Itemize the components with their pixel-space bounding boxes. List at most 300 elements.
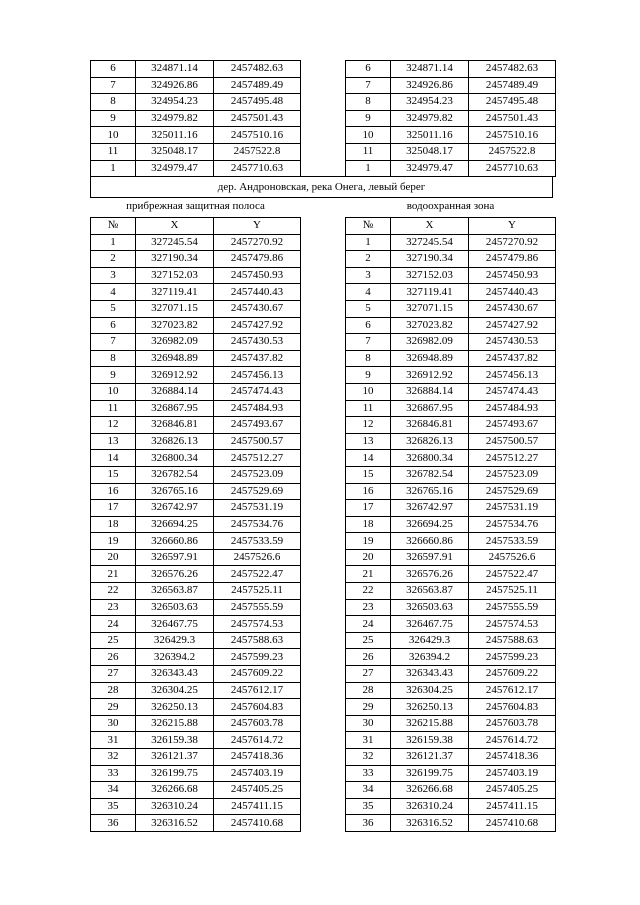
table-row bbox=[346, 110, 556, 127]
column-header: № bbox=[346, 218, 391, 235]
x-coordinate-cell: 326316.52 bbox=[136, 815, 214, 832]
y-coordinate-cell: 2457430.67 bbox=[469, 300, 556, 317]
point-number-cell: 15 bbox=[346, 466, 391, 483]
table-row bbox=[91, 417, 301, 434]
section-banner: дер. Андроновская, река Онега, левый берег bbox=[90, 176, 553, 198]
left-section-caption: прибрежная защитная полоса bbox=[126, 200, 265, 212]
y-coordinate-cell: 2457525.11 bbox=[214, 583, 301, 600]
point-number-cell: 7 bbox=[346, 77, 391, 94]
table-row bbox=[346, 350, 556, 367]
column-header: № bbox=[91, 218, 136, 235]
y-coordinate-cell: 2457555.59 bbox=[214, 599, 301, 616]
y-coordinate-cell: 2457405.25 bbox=[214, 782, 301, 799]
table-row bbox=[346, 815, 556, 832]
table-row bbox=[91, 632, 301, 649]
point-number-cell: 12 bbox=[91, 417, 136, 434]
table-row bbox=[91, 699, 301, 716]
y-coordinate-cell: 2457599.23 bbox=[469, 649, 556, 666]
x-coordinate-cell: 327152.03 bbox=[391, 267, 469, 284]
x-coordinate-cell: 324979.47 bbox=[136, 160, 214, 177]
point-number-cell: 24 bbox=[346, 616, 391, 633]
point-number-cell: 10 bbox=[91, 383, 136, 400]
x-coordinate-cell: 326948.89 bbox=[391, 350, 469, 367]
bottom-right-coordinate-table bbox=[345, 217, 556, 832]
point-number-cell: 19 bbox=[91, 533, 136, 550]
point-number-cell: 10 bbox=[91, 127, 136, 144]
y-coordinate-cell: 2457456.13 bbox=[214, 367, 301, 384]
point-number-cell: 8 bbox=[346, 94, 391, 111]
table-row bbox=[91, 251, 301, 268]
point-number-cell: 6 bbox=[346, 61, 391, 78]
y-coordinate-cell: 2457482.63 bbox=[469, 61, 556, 78]
table-row bbox=[91, 616, 301, 633]
point-number-cell: 23 bbox=[346, 599, 391, 616]
y-coordinate-cell: 2457523.09 bbox=[469, 466, 556, 483]
x-coordinate-cell: 326800.34 bbox=[391, 450, 469, 467]
point-number-cell: 7 bbox=[346, 334, 391, 351]
y-coordinate-cell: 2457531.19 bbox=[214, 500, 301, 517]
point-number-cell: 18 bbox=[91, 516, 136, 533]
point-number-cell: 33 bbox=[346, 765, 391, 782]
x-coordinate-cell: 326503.63 bbox=[136, 599, 214, 616]
column-header: Y bbox=[214, 218, 301, 235]
point-number-cell: 26 bbox=[346, 649, 391, 666]
point-number-cell: 6 bbox=[91, 61, 136, 78]
table-row bbox=[346, 765, 556, 782]
y-coordinate-cell: 2457534.76 bbox=[469, 516, 556, 533]
table-row bbox=[346, 616, 556, 633]
table-row bbox=[91, 160, 301, 177]
table-row bbox=[346, 61, 556, 78]
table-row bbox=[346, 749, 556, 766]
x-coordinate-cell: 326266.68 bbox=[136, 782, 214, 799]
table-row bbox=[346, 400, 556, 417]
table-row bbox=[346, 483, 556, 500]
y-coordinate-cell: 2457534.76 bbox=[214, 516, 301, 533]
x-coordinate-cell: 327023.82 bbox=[391, 317, 469, 334]
x-coordinate-cell: 326694.25 bbox=[136, 516, 214, 533]
x-coordinate-cell: 326467.75 bbox=[391, 616, 469, 633]
table-row bbox=[91, 666, 301, 683]
point-number-cell: 24 bbox=[91, 616, 136, 633]
column-header: X bbox=[391, 218, 469, 235]
point-number-cell: 9 bbox=[91, 110, 136, 127]
x-coordinate-cell: 326316.52 bbox=[391, 815, 469, 832]
y-coordinate-cell: 2457403.19 bbox=[214, 765, 301, 782]
point-number-cell: 14 bbox=[91, 450, 136, 467]
x-coordinate-cell: 326765.16 bbox=[136, 483, 214, 500]
x-coordinate-cell: 326199.75 bbox=[391, 765, 469, 782]
table-row bbox=[91, 450, 301, 467]
x-coordinate-cell: 326765.16 bbox=[391, 483, 469, 500]
right-section-caption: водоохранная зона bbox=[406, 200, 495, 212]
point-number-cell: 21 bbox=[91, 566, 136, 583]
x-coordinate-cell: 326982.09 bbox=[136, 334, 214, 351]
y-coordinate-cell: 2457603.78 bbox=[214, 715, 301, 732]
table-row bbox=[91, 715, 301, 732]
x-coordinate-cell: 326867.95 bbox=[136, 400, 214, 417]
x-coordinate-cell: 326846.81 bbox=[136, 417, 214, 434]
y-coordinate-cell: 2457710.63 bbox=[214, 160, 301, 177]
point-number-cell: 19 bbox=[346, 533, 391, 550]
x-coordinate-cell: 326343.43 bbox=[391, 666, 469, 683]
top-left-coordinate-table bbox=[90, 60, 301, 177]
y-coordinate-cell: 2457427.92 bbox=[469, 317, 556, 334]
table-row bbox=[91, 367, 301, 384]
point-number-cell: 32 bbox=[346, 749, 391, 766]
y-coordinate-cell: 2457484.93 bbox=[469, 400, 556, 417]
y-coordinate-cell: 2457474.43 bbox=[214, 383, 301, 400]
y-coordinate-cell: 2457440.43 bbox=[214, 284, 301, 301]
x-coordinate-cell: 326429.3 bbox=[391, 632, 469, 649]
table-row bbox=[346, 466, 556, 483]
y-coordinate-cell: 2457599.23 bbox=[214, 649, 301, 666]
y-coordinate-cell: 2457495.48 bbox=[469, 94, 556, 111]
point-number-cell: 15 bbox=[91, 466, 136, 483]
y-coordinate-cell: 2457493.67 bbox=[469, 417, 556, 434]
x-coordinate-cell: 326742.97 bbox=[391, 500, 469, 517]
table-row bbox=[91, 782, 301, 799]
x-coordinate-cell: 326782.54 bbox=[391, 466, 469, 483]
y-coordinate-cell: 2457614.72 bbox=[214, 732, 301, 749]
x-coordinate-cell: 326304.25 bbox=[136, 682, 214, 699]
x-coordinate-cell: 326250.13 bbox=[391, 699, 469, 716]
table-row bbox=[91, 566, 301, 583]
column-header: X bbox=[136, 218, 214, 235]
table-row bbox=[91, 599, 301, 616]
x-coordinate-cell: 326948.89 bbox=[136, 350, 214, 367]
y-coordinate-cell: 2457603.78 bbox=[469, 715, 556, 732]
point-number-cell: 35 bbox=[91, 798, 136, 815]
x-coordinate-cell: 326884.14 bbox=[136, 383, 214, 400]
table-row bbox=[91, 815, 301, 832]
x-coordinate-cell: 326199.75 bbox=[136, 765, 214, 782]
y-coordinate-cell: 2457479.86 bbox=[469, 251, 556, 268]
x-coordinate-cell: 327152.03 bbox=[136, 267, 214, 284]
table-row bbox=[91, 127, 301, 144]
point-number-cell: 8 bbox=[346, 350, 391, 367]
table-row bbox=[91, 110, 301, 127]
point-number-cell: 36 bbox=[91, 815, 136, 832]
table-row bbox=[346, 566, 556, 583]
table-row bbox=[91, 500, 301, 517]
point-number-cell: 35 bbox=[346, 798, 391, 815]
table-row bbox=[346, 267, 556, 284]
table-row bbox=[346, 143, 556, 160]
x-coordinate-cell: 326563.87 bbox=[391, 583, 469, 600]
y-coordinate-cell: 2457501.43 bbox=[214, 110, 301, 127]
top-right-coordinate-table bbox=[345, 60, 556, 177]
y-coordinate-cell: 2457411.15 bbox=[469, 798, 556, 815]
y-coordinate-cell: 2457526.6 bbox=[214, 549, 301, 566]
x-coordinate-cell: 326304.25 bbox=[391, 682, 469, 699]
point-number-cell: 29 bbox=[346, 699, 391, 716]
y-coordinate-cell: 2457482.63 bbox=[214, 61, 301, 78]
x-coordinate-cell: 327071.15 bbox=[391, 300, 469, 317]
x-coordinate-cell: 326826.13 bbox=[136, 433, 214, 450]
table-row bbox=[346, 715, 556, 732]
y-coordinate-cell: 2457495.48 bbox=[214, 94, 301, 111]
x-coordinate-cell: 326467.75 bbox=[136, 616, 214, 633]
table-row bbox=[346, 599, 556, 616]
y-coordinate-cell: 2457526.6 bbox=[469, 549, 556, 566]
x-coordinate-cell: 326310.24 bbox=[391, 798, 469, 815]
x-coordinate-cell: 327023.82 bbox=[136, 317, 214, 334]
point-number-cell: 28 bbox=[346, 682, 391, 699]
x-coordinate-cell: 326982.09 bbox=[391, 334, 469, 351]
point-number-cell: 17 bbox=[91, 500, 136, 517]
table-row bbox=[346, 782, 556, 799]
y-coordinate-cell: 2457430.67 bbox=[214, 300, 301, 317]
point-number-cell: 21 bbox=[346, 566, 391, 583]
y-coordinate-cell: 2457411.15 bbox=[214, 798, 301, 815]
point-number-cell: 6 bbox=[346, 317, 391, 334]
point-number-cell: 32 bbox=[91, 749, 136, 766]
x-coordinate-cell: 325011.16 bbox=[136, 127, 214, 144]
point-number-cell: 4 bbox=[346, 284, 391, 301]
point-number-cell: 36 bbox=[346, 815, 391, 832]
table-row bbox=[346, 417, 556, 434]
point-number-cell: 25 bbox=[91, 632, 136, 649]
table-row bbox=[346, 317, 556, 334]
point-number-cell: 17 bbox=[346, 500, 391, 517]
point-number-cell: 3 bbox=[346, 267, 391, 284]
table-row bbox=[91, 61, 301, 78]
column-header: Y bbox=[469, 218, 556, 235]
x-coordinate-cell: 327190.34 bbox=[136, 251, 214, 268]
y-coordinate-cell: 2457437.82 bbox=[469, 350, 556, 367]
y-coordinate-cell: 2457410.68 bbox=[469, 815, 556, 832]
point-number-cell: 33 bbox=[91, 765, 136, 782]
x-coordinate-cell: 324871.14 bbox=[391, 61, 469, 78]
x-coordinate-cell: 325048.17 bbox=[136, 143, 214, 160]
table-row bbox=[346, 549, 556, 566]
table-row bbox=[91, 483, 301, 500]
point-number-cell: 23 bbox=[91, 599, 136, 616]
x-coordinate-cell: 326846.81 bbox=[391, 417, 469, 434]
table-row bbox=[346, 500, 556, 517]
table-row bbox=[91, 234, 301, 251]
point-number-cell: 28 bbox=[91, 682, 136, 699]
y-coordinate-cell: 2457450.93 bbox=[469, 267, 556, 284]
table-row bbox=[91, 466, 301, 483]
table-header-row bbox=[91, 218, 301, 235]
table-row bbox=[91, 732, 301, 749]
table-row bbox=[91, 798, 301, 815]
x-coordinate-cell: 324954.23 bbox=[136, 94, 214, 111]
y-coordinate-cell: 2457474.43 bbox=[469, 383, 556, 400]
y-coordinate-cell: 2457450.93 bbox=[214, 267, 301, 284]
y-coordinate-cell: 2457588.63 bbox=[469, 632, 556, 649]
x-coordinate-cell: 327071.15 bbox=[136, 300, 214, 317]
point-number-cell: 10 bbox=[346, 127, 391, 144]
x-coordinate-cell: 324979.47 bbox=[391, 160, 469, 177]
table-row bbox=[346, 682, 556, 699]
y-coordinate-cell: 2457440.43 bbox=[469, 284, 556, 301]
point-number-cell: 30 bbox=[91, 715, 136, 732]
y-coordinate-cell: 2457522.47 bbox=[469, 566, 556, 583]
y-coordinate-cell: 2457479.86 bbox=[214, 251, 301, 268]
point-number-cell: 20 bbox=[346, 549, 391, 566]
y-coordinate-cell: 2457500.57 bbox=[214, 433, 301, 450]
y-coordinate-cell: 2457555.59 bbox=[469, 599, 556, 616]
table-row bbox=[346, 666, 556, 683]
table-row bbox=[346, 77, 556, 94]
y-coordinate-cell: 2457604.83 bbox=[469, 699, 556, 716]
x-coordinate-cell: 326394.2 bbox=[391, 649, 469, 666]
y-coordinate-cell: 2457403.19 bbox=[469, 765, 556, 782]
point-number-cell: 11 bbox=[346, 143, 391, 160]
point-number-cell: 27 bbox=[346, 666, 391, 683]
point-number-cell: 1 bbox=[346, 160, 391, 177]
point-number-cell: 25 bbox=[346, 632, 391, 649]
y-coordinate-cell: 2457456.13 bbox=[469, 367, 556, 384]
y-coordinate-cell: 2457430.53 bbox=[214, 334, 301, 351]
y-coordinate-cell: 2457612.17 bbox=[469, 682, 556, 699]
point-number-cell: 1 bbox=[91, 234, 136, 251]
point-number-cell: 9 bbox=[346, 367, 391, 384]
table-row bbox=[346, 367, 556, 384]
y-coordinate-cell: 2457489.49 bbox=[469, 77, 556, 94]
point-number-cell: 20 bbox=[91, 549, 136, 566]
x-coordinate-cell: 327119.41 bbox=[391, 284, 469, 301]
y-coordinate-cell: 2457510.16 bbox=[214, 127, 301, 144]
y-coordinate-cell: 2457270.92 bbox=[214, 234, 301, 251]
table-header-row bbox=[346, 218, 556, 235]
point-number-cell: 2 bbox=[346, 251, 391, 268]
x-coordinate-cell: 326826.13 bbox=[391, 433, 469, 450]
x-coordinate-cell: 326660.86 bbox=[136, 533, 214, 550]
table-row bbox=[91, 143, 301, 160]
y-coordinate-cell: 2457523.09 bbox=[214, 466, 301, 483]
x-coordinate-cell: 326563.87 bbox=[136, 583, 214, 600]
y-coordinate-cell: 2457522.8 bbox=[214, 143, 301, 160]
x-coordinate-cell: 326660.86 bbox=[391, 533, 469, 550]
x-coordinate-cell: 326503.63 bbox=[391, 599, 469, 616]
y-coordinate-cell: 2457512.27 bbox=[214, 450, 301, 467]
x-coordinate-cell: 326597.91 bbox=[391, 549, 469, 566]
point-number-cell: 6 bbox=[91, 317, 136, 334]
point-number-cell: 13 bbox=[346, 433, 391, 450]
y-coordinate-cell: 2457609.22 bbox=[214, 666, 301, 683]
point-number-cell: 4 bbox=[91, 284, 136, 301]
x-coordinate-cell: 326310.24 bbox=[136, 798, 214, 815]
y-coordinate-cell: 2457270.92 bbox=[469, 234, 556, 251]
point-number-cell: 16 bbox=[346, 483, 391, 500]
y-coordinate-cell: 2457512.27 bbox=[469, 450, 556, 467]
x-coordinate-cell: 325011.16 bbox=[391, 127, 469, 144]
point-number-cell: 8 bbox=[91, 350, 136, 367]
table-row bbox=[91, 383, 301, 400]
y-coordinate-cell: 2457574.53 bbox=[214, 616, 301, 633]
point-number-cell: 7 bbox=[91, 77, 136, 94]
table-row bbox=[346, 234, 556, 251]
y-coordinate-cell: 2457418.36 bbox=[214, 749, 301, 766]
point-number-cell: 31 bbox=[346, 732, 391, 749]
table-row bbox=[346, 516, 556, 533]
table-row bbox=[346, 251, 556, 268]
table-row bbox=[346, 798, 556, 815]
y-coordinate-cell: 2457531.19 bbox=[469, 500, 556, 517]
point-number-cell: 16 bbox=[91, 483, 136, 500]
x-coordinate-cell: 326159.38 bbox=[391, 732, 469, 749]
y-coordinate-cell: 2457493.67 bbox=[214, 417, 301, 434]
point-number-cell: 34 bbox=[91, 782, 136, 799]
table-row bbox=[346, 649, 556, 666]
point-number-cell: 22 bbox=[91, 583, 136, 600]
table-row bbox=[91, 400, 301, 417]
table-row bbox=[91, 267, 301, 284]
point-number-cell: 12 bbox=[346, 417, 391, 434]
x-coordinate-cell: 326694.25 bbox=[391, 516, 469, 533]
table-row bbox=[91, 77, 301, 94]
y-coordinate-cell: 2457500.57 bbox=[469, 433, 556, 450]
table-row bbox=[91, 682, 301, 699]
table-row bbox=[91, 284, 301, 301]
y-coordinate-cell: 2457522.47 bbox=[214, 566, 301, 583]
x-coordinate-cell: 327245.54 bbox=[391, 234, 469, 251]
x-coordinate-cell: 324926.86 bbox=[136, 77, 214, 94]
y-coordinate-cell: 2457484.93 bbox=[214, 400, 301, 417]
point-number-cell: 30 bbox=[346, 715, 391, 732]
x-coordinate-cell: 327190.34 bbox=[391, 251, 469, 268]
table-row bbox=[91, 300, 301, 317]
y-coordinate-cell: 2457529.69 bbox=[469, 483, 556, 500]
point-number-cell: 11 bbox=[91, 143, 136, 160]
table-row bbox=[91, 334, 301, 351]
x-coordinate-cell: 326121.37 bbox=[136, 749, 214, 766]
table-row bbox=[91, 433, 301, 450]
y-coordinate-cell: 2457604.83 bbox=[214, 699, 301, 716]
x-coordinate-cell: 326884.14 bbox=[391, 383, 469, 400]
point-number-cell: 8 bbox=[91, 94, 136, 111]
y-coordinate-cell: 2457437.82 bbox=[214, 350, 301, 367]
y-coordinate-cell: 2457710.63 bbox=[469, 160, 556, 177]
point-number-cell: 22 bbox=[346, 583, 391, 600]
table-row bbox=[91, 583, 301, 600]
x-coordinate-cell: 326867.95 bbox=[391, 400, 469, 417]
point-number-cell: 27 bbox=[91, 666, 136, 683]
table-row bbox=[91, 317, 301, 334]
x-coordinate-cell: 324954.23 bbox=[391, 94, 469, 111]
point-number-cell: 10 bbox=[346, 383, 391, 400]
x-coordinate-cell: 327119.41 bbox=[136, 284, 214, 301]
table-row bbox=[346, 284, 556, 301]
x-coordinate-cell: 324979.82 bbox=[391, 110, 469, 127]
point-number-cell: 7 bbox=[91, 334, 136, 351]
point-number-cell: 3 bbox=[91, 267, 136, 284]
table-row bbox=[91, 533, 301, 550]
point-number-cell: 1 bbox=[91, 160, 136, 177]
point-number-cell: 11 bbox=[346, 400, 391, 417]
table-row bbox=[346, 383, 556, 400]
x-coordinate-cell: 324926.86 bbox=[391, 77, 469, 94]
x-coordinate-cell: 327245.54 bbox=[136, 234, 214, 251]
x-coordinate-cell: 324979.82 bbox=[136, 110, 214, 127]
x-coordinate-cell: 326782.54 bbox=[136, 466, 214, 483]
point-number-cell: 2 bbox=[91, 251, 136, 268]
point-number-cell: 34 bbox=[346, 782, 391, 799]
table-row bbox=[346, 300, 556, 317]
x-coordinate-cell: 326742.97 bbox=[136, 500, 214, 517]
x-coordinate-cell: 326159.38 bbox=[136, 732, 214, 749]
x-coordinate-cell: 326912.92 bbox=[391, 367, 469, 384]
table-row bbox=[346, 450, 556, 467]
table-row bbox=[346, 433, 556, 450]
table-row bbox=[91, 765, 301, 782]
table-row bbox=[91, 94, 301, 111]
table-row bbox=[91, 749, 301, 766]
